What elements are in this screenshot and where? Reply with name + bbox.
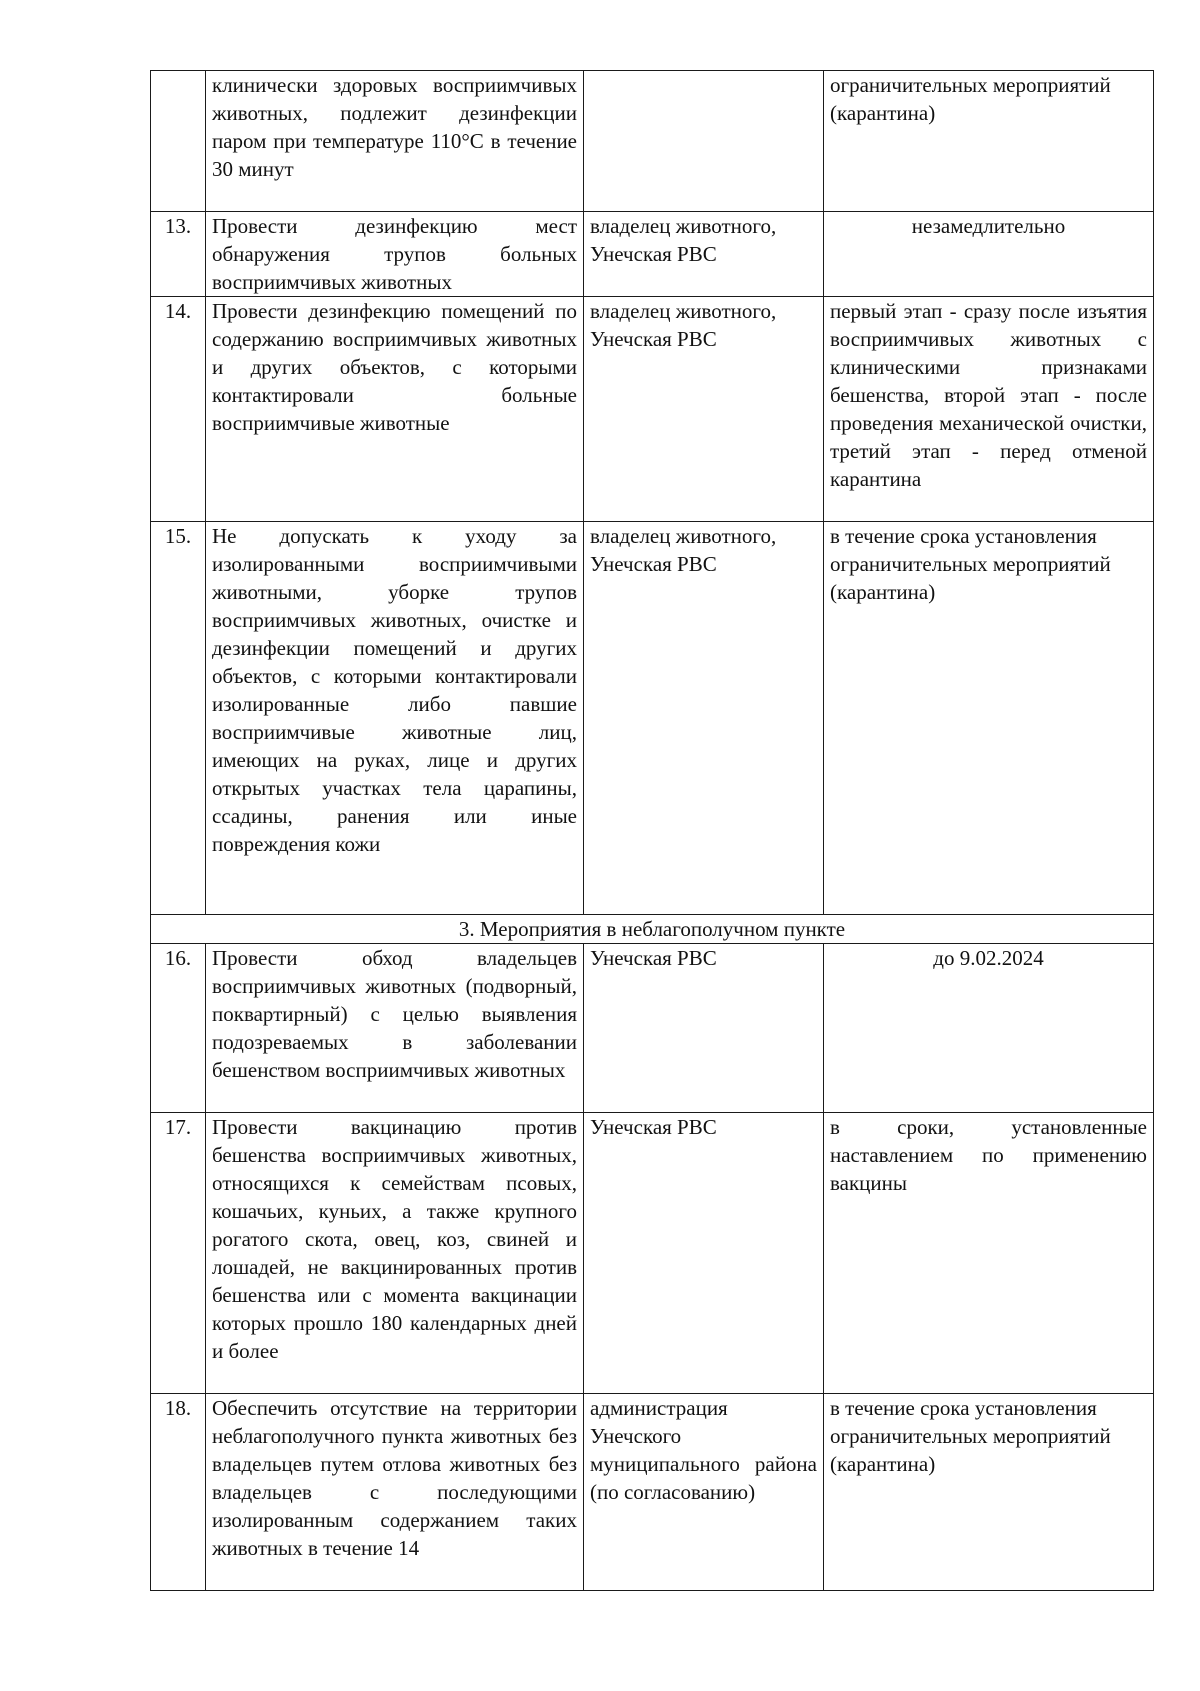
row-responsible: владелец животного, Унечская РВС xyxy=(584,522,824,915)
row-number: 14. xyxy=(151,297,206,522)
row-number: 17. xyxy=(151,1113,206,1394)
row-number: 13. xyxy=(151,212,206,297)
row-number: 16. xyxy=(151,944,206,1113)
row-action: Обеспечить отсутствие на территории неблагополучного пункта животных без владельцев путем отлова животных без владельцев с последующими изолированным содержанием таких животных в течение 14 xyxy=(206,1394,584,1591)
row-action: Провести вакцинацию против бешенства восприимчивых животных, относящихся к семействам псовых, кошачьих, куньих, а также крупного рогатого скота, овец, коз, свиней и лошадей, не вакцинированных против бешенства или с момента вакцинации которых прошло 180 календарных дней и более xyxy=(206,1113,584,1394)
row-responsible: владелец животного, Унечская РВС xyxy=(584,212,824,297)
row-term: первый этап - сразу после изъятия восприимчивых животных с клиническими признаками бешенства, второй этап - после проведения механической очистки, третий этап - перед отменой карантина xyxy=(824,297,1154,522)
table-row-16 xyxy=(151,944,1154,1113)
row-responsible: Унечская РВС xyxy=(584,944,824,1113)
row-responsible: Унечская РВС xyxy=(584,1113,824,1394)
row-number: 15. xyxy=(151,522,206,915)
measures-table xyxy=(150,70,1154,1591)
row-term: незамедлительно xyxy=(824,212,1154,297)
row-action: Провести дезинфекцию мест обнаружения трупов больных восприимчивых животных xyxy=(206,212,584,297)
section-title: 3. Мероприятия в неблагополучном пункте xyxy=(151,915,1154,944)
row-term: в сроки, установленные наставлением по применению вакцины xyxy=(824,1113,1154,1394)
row-term: в течение срока установления ограничительных мероприятий (карантина) xyxy=(824,522,1154,915)
row-action: клинически здоровых восприимчивых животных, подлежит дезинфекции паром при температуре 110°С в течение 30 минут xyxy=(206,71,584,212)
table-row-14 xyxy=(151,297,1154,522)
table-row-18 xyxy=(151,1394,1154,1591)
table-row-15 xyxy=(151,522,1154,915)
row-term: до 9.02.2024 xyxy=(824,944,1154,1113)
row-action: Не допускать к уходу за изолированными восприимчивыми животными, уборке трупов восприимчивых животных, очистке и дезинфекции помещений и других объектов, с которыми контактировали изолированные либо павшие восприимчивые животные лиц, имеющих на руках, лице и других открытых участках тела царапины, ссадины, ранения или иные повреждения кожи xyxy=(206,522,584,915)
row-action: Провести обход владельцев восприимчивых животных (подворный, поквартирный) с целью выявления подозреваемых в заболевании бешенством восприимчивых животных xyxy=(206,944,584,1113)
row-number: 18. xyxy=(151,1394,206,1591)
table-row-13 xyxy=(151,212,1154,297)
row-responsible xyxy=(584,71,824,212)
row-action: Провести дезинфекцию помещений по содержанию восприимчивых животных и других объектов, с которыми контактировали больные восприимчивые животные xyxy=(206,297,584,522)
row-responsible: владелец животного, Унечская РВС xyxy=(584,297,824,522)
table-row-17 xyxy=(151,1113,1154,1394)
row-number xyxy=(151,71,206,212)
table-row-continuation xyxy=(151,71,1154,212)
section-header-row xyxy=(151,915,1154,944)
row-responsible: администрация Унечского муниципального района (по согласованию) xyxy=(584,1394,824,1591)
row-term: ограничительных мероприятий (карантина) xyxy=(824,71,1154,212)
row-term: в течение срока установления ограничительных мероприятий (карантина) xyxy=(824,1394,1154,1591)
